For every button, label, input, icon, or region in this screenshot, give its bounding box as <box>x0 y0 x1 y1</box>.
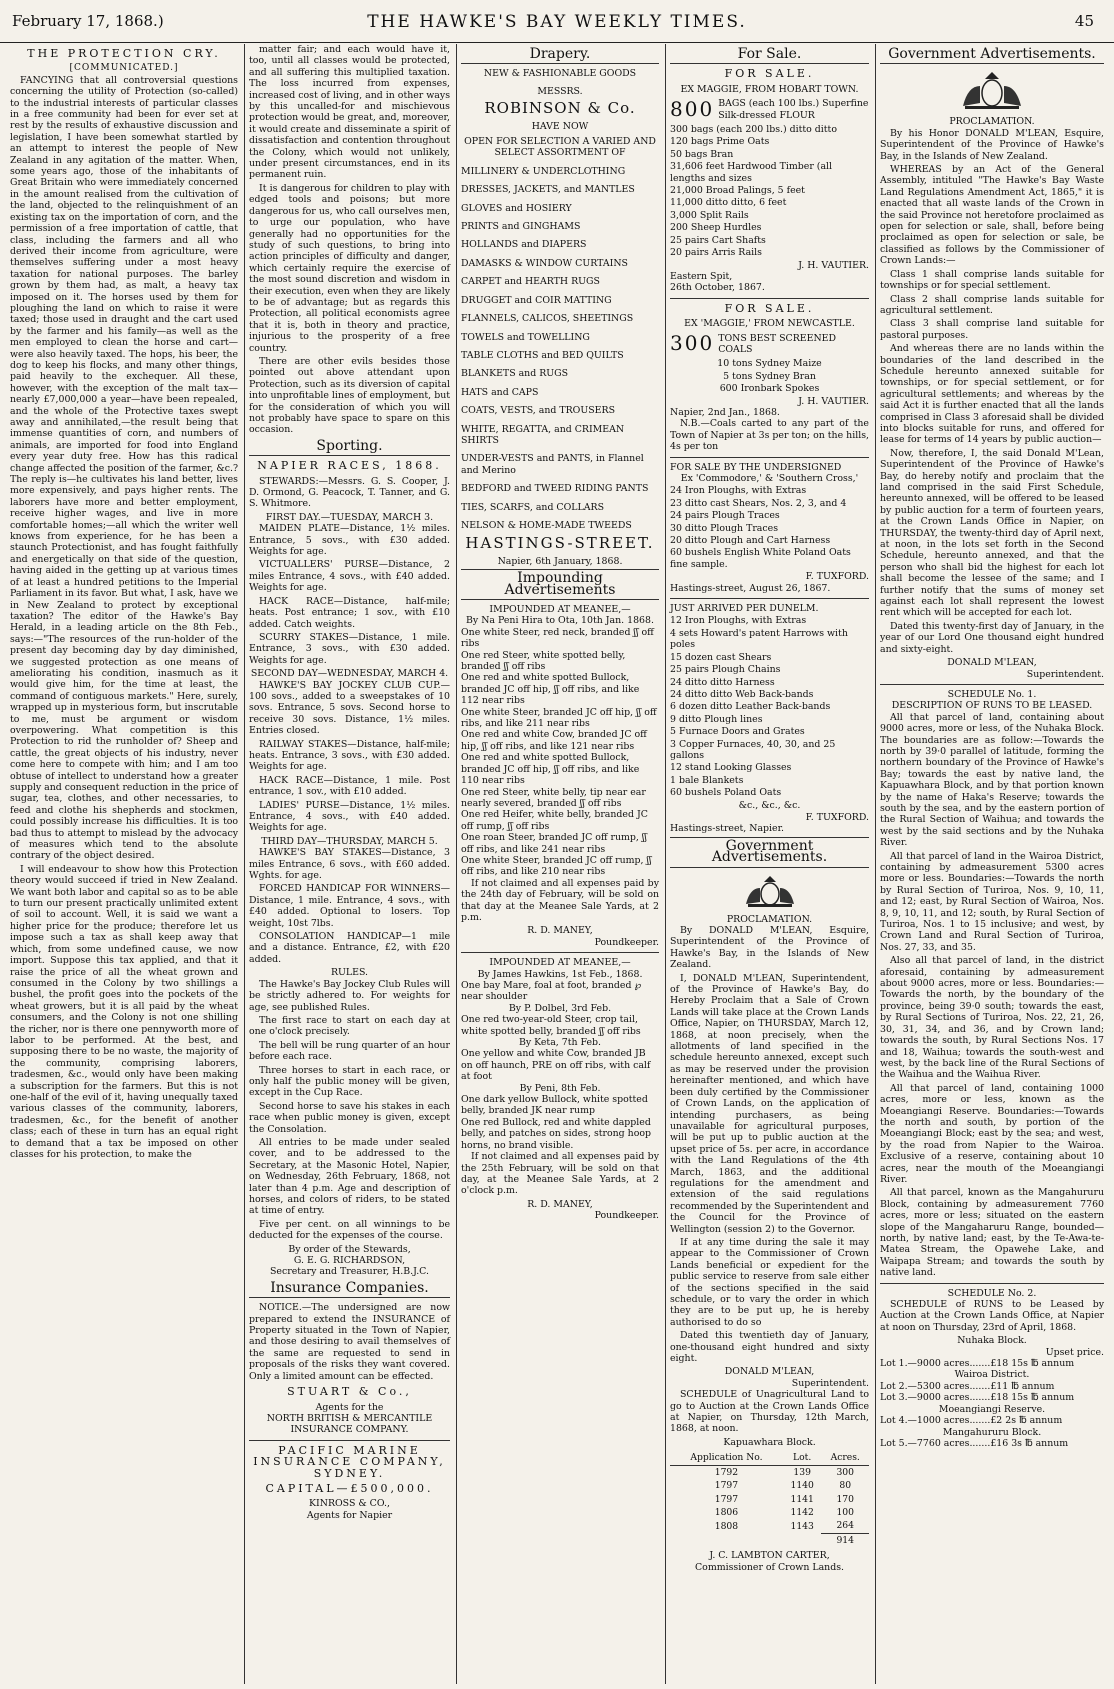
race-day-1: FIRST DAY.—TUESDAY, MARCH 3. <box>265 511 434 523</box>
table-cell: 1806 <box>714 1506 739 1518</box>
sale-list <box>670 615 869 811</box>
drapery-item: TABLE CLOTHS and BED QUILTS <box>461 349 624 361</box>
insurance-firm: STUART & Co., <box>287 1385 412 1399</box>
block-name: Kapuawhara Block. <box>723 1436 816 1448</box>
sale-item: 24 pairs Plough Traces <box>670 510 780 522</box>
land-table <box>670 1451 869 1547</box>
sale-item: 12 stand Looking Glasses <box>670 762 792 774</box>
divider <box>670 598 869 599</box>
divider <box>461 952 659 953</box>
rule: The bell will be rung quarter of an hour before each race. <box>249 1039 450 1063</box>
rule: Five per cent. on all winnings to be deducted for the expenses of the course. <box>249 1218 450 1242</box>
parcel-description: All that parcel of land, containing 1000 acres, more or less, known as the Moeangiangi Reserve. Boundaries:—Towards the north and south, by portion of the Moeangiangi Block; east by the sea; and west, by the road from Napier to the Wairoa. Exclusive of a reserve, containing about 10 acres, near the mouth of the Moeangiangi River. <box>880 1082 1104 1185</box>
impound-role: Poundkeeper. <box>594 1210 659 1222</box>
impound-notice: If not claimed and all expenses paid by the 24th day of February, will be sold on that day at the Meanee Sale Yards, at 2 p.m. <box>461 877 659 923</box>
lot-district: Moeangiangi Reserve. <box>938 1403 1046 1415</box>
rule: The Hawke's Bay Jockey Club Rules will be strictly adhered to. For weights for age, see published Rules. <box>249 978 450 1013</box>
proclamation-dated: Dated this twenty-first day of January, in the year of our Lord One thousand eight hundred and sixty-eight. <box>880 620 1104 655</box>
sale-sign: F. TUXFORD. <box>805 571 869 583</box>
sale-date: Napier, 2nd Jan., 1868. <box>670 406 780 418</box>
drapery-item: NELSON & HOME-MADE TWEEDS <box>461 519 632 531</box>
drapery-item: GLOVES and HOSIERY <box>461 202 572 214</box>
sale-ship: EX 'MAGGIE,' FROM NEWCASTLE. <box>684 318 855 330</box>
sale-ship: EX MAGGIE, FROM HOBART TOWN. <box>680 83 859 95</box>
clerk-name: J. C. LAMBTON CARTER, <box>709 1550 830 1562</box>
drapery-firm: ROBINSON & Co. <box>484 99 636 118</box>
drapery-item: CARPET and HEARTH RUGS <box>461 276 600 288</box>
proclamation-body: Now, therefore, I, the said Donald M'Lean, Superintendent of the Province of Hawke's Bay, do hereby notify and proclaim that the land comprised in the said First Schedule, hereunto annexed, will be offered to be leased by public auction for a term of fourteen years, at the Crown Lands Office in Napier, on THURSDAY, the twenty-third day of April next, at noon, in the lots set forth in the Second Schedule, hereunto annexed, and that the person who shall bid the highest for each lot shall become the lessee of the same; and I further notify that the sums of money set against each lot shall represent the lowest rent which will be accepted for each lot. <box>880 447 1104 619</box>
sale-sign: F. TUXFORD. <box>805 811 869 823</box>
table-row <box>670 1519 869 1533</box>
sale-item: 50 bags Bran <box>670 148 734 160</box>
lot-line: Lot 4.—1000 acres.......£2 2s ℔ annum <box>880 1415 1063 1427</box>
schedule-text: SCHEDULE of Unagricultural Land to go to Auction at the Crown Lands Office at Napier, on Thursday, 12th March, 1868, at noon. <box>670 1389 869 1435</box>
sale-title: FOR SALE. <box>724 301 815 315</box>
divider <box>249 1440 450 1441</box>
upset-price-label: Upset price. <box>1045 1346 1104 1358</box>
drapery-open: OPEN FOR SELECTION A VARIED AND SELECT ASSORTMENT OF <box>464 136 656 159</box>
table-cell: 1142 <box>790 1506 814 1518</box>
drapery-item: FLANNELS, CALICOS, SHEETINGS <box>461 313 634 325</box>
proclamation-by: By his Honor DONALD M'LEAN, Esquire, Superintendent of the Province of Hawke's Bay, in the Islands of New Zealand. <box>880 127 1104 162</box>
sale-ships: Ex 'Commodore,' & 'Southern Cross,' <box>680 473 859 484</box>
impound-item: One red Steer, white spotted belly, branded ʃʃ off ribs <box>461 649 626 673</box>
sale-item: 12 Iron Ploughs, with Extras <box>670 615 807 627</box>
table-cell: 170 <box>836 1493 854 1505</box>
sale-list <box>670 124 869 258</box>
sale-item: 200 Sheep Hurdles <box>670 222 762 234</box>
impound-sign: R. D. MANEY, <box>527 925 593 937</box>
proclamation-body: And whereas there are no lands within the boundaries of the land described in the Schedule hereunto annexed suitable for townships, or for special settlement, or for agricultural settlements; and whereas by the said Act it is further enacted that all the lands comprised in Class 3 aforesaid shall be divided into blocks suitable for runs, and offered for lease for terms of 14 years by public auction— <box>880 343 1104 446</box>
sale-item: 6 dozen ditto Leather Back-bands <box>670 701 831 713</box>
section-heading-for-sale: For Sale. <box>670 46 869 64</box>
table-cell: 1792 <box>714 1466 739 1478</box>
drapery-item: TIES, SCARFS, and COLLARS <box>461 501 604 513</box>
article-paragraph: There are other evils besides those pointed out above attendant upon Protection, such as its diversion of capital into unprofitable lines of employment, but for the consideration of which you will not probably have space to spare on this occasion. <box>249 355 450 436</box>
proclamation-role: Superintendent. <box>1026 668 1104 680</box>
impound-item: One roan Steer, branded JC off rump, ʃʃ off ribs, and like 241 near ribs <box>461 832 647 855</box>
race-event: FORCED HANDICAP FOR WINNERS—Distance, 1 mile. Entrance, 4 sovs., with £40 added. Optional to losers. Top weight, 10st 7lbs. <box>249 883 450 929</box>
sale-item: 5 Furnace Doors and Grates <box>670 726 805 738</box>
table-cell: 1797 <box>714 1493 739 1505</box>
column-protection <box>6 44 242 1684</box>
drapery-item: WHITE, REGATTA, and CRIMEAN SHIRTS <box>461 423 625 446</box>
article-paragraph: matter fair; and each would have it, too, until all classes would be protected, and all suffering this multiplied taxation. The loss incurred from expenses, increased cost of living, and in other ways by this uncalled-for and mischievous protection would be great, and, moreover, it would create and disseminate a spirit of dissatisfaction and contention throughout the Colony, which would not unlikely, under present circumstances, end in its permanent ruin. <box>249 44 450 181</box>
parcel-description: Also all that parcel of land, in the district aforesaid, containing by admeasurement about 9000 acres, more or less. Boundaries:—Towards the north, by the boundary of the province, being 39·0 south; towards the east, by Rural Sections of Turiroa, Nos. 22, 21, 26, 30, 31, 34, and 36, and by Crown land; towards the south, by Rural Sections Nos. 17 and 18, Waihua; towards the south-west and west, by the back line of the Rural Sections of the Waihua and the Waihua River. <box>880 955 1104 1081</box>
section-heading-sporting: Sporting. <box>249 438 450 456</box>
schedule-subtitle: SCHEDULE of RUNS to be Leased by Auction at the Crown Lands Office, at Napier at noon on Thursday, 23rd of April, 1868. <box>880 1299 1104 1333</box>
drapery-item: BEDFORD and TWEED RIDING PANTS <box>461 483 649 495</box>
sale-lead <box>670 333 869 356</box>
table-cell: 1141 <box>790 1493 814 1505</box>
sale-date: 26th October, 1867. <box>670 282 765 294</box>
rule: The first race to start on each day at one o'clock precisely. <box>249 1014 450 1038</box>
impound-sign: R. D. MANEY, <box>527 1198 593 1210</box>
impound-item: One white Steer, red neck, branded ʃʃ off ribs <box>461 626 654 650</box>
issue-date: February 17, 1868.) <box>12 12 164 30</box>
race-event: LADIES' PURSE—Distance, 1½ miles. Entrance, 4 sovs., with £40 added. Weights for age. <box>249 799 450 834</box>
insurance-company: NORTH BRITISH & MERCANTILE INSURANCE COMPANY. <box>266 1412 433 1436</box>
section-heading-drapery: Drapery. <box>461 46 659 64</box>
impound-title: IMPOUNDED AT MEANEE,— <box>489 957 631 969</box>
sale-item: 120 bags Prime Oats <box>670 136 770 148</box>
rule: All entries to be made under sealed cover, and to be addressed to the Secretary, at the Masonic Hotel, Napier, on Wednesday, 26th February, 1868, not later than 4 p.m. Age and description of horses, and colors of riders, to be stated at time of entry. <box>249 1136 450 1217</box>
sale-item: 21,000 Broad Palings, 5 feet <box>670 185 805 197</box>
lot-line: Lot 5.—7760 acres.......£16 3s ℔ annum <box>880 1437 1069 1449</box>
block-name: Nuhaka Block. <box>957 1335 1027 1347</box>
section-heading-impounding: Impounding Advertisements <box>461 569 659 600</box>
sale-item: 300 bags (each 200 lbs.) ditto ditto <box>670 124 837 136</box>
clerk-role: Commissioner of Crown Lands. <box>695 1561 844 1573</box>
sale-item: 24 Iron Ploughs, with Extras <box>670 485 807 497</box>
column-for-sale <box>665 44 873 1684</box>
sale-place: Hastings-street, Napier. <box>670 823 785 835</box>
sale-item: 25 pairs Cart Shafts <box>670 234 766 246</box>
sale-item: 3 Copper Furnaces, 40, 30, and 25 gallons <box>670 738 836 761</box>
secretary-name: G. E. G. RICHARDSON, <box>293 1255 406 1267</box>
kinross-firm: KINROSS & CO., <box>309 1498 390 1510</box>
schedule-title: SCHEDULE No. 2. <box>947 1287 1037 1299</box>
drapery-item: DRESSES, JACKETS, and MANTLES <box>461 184 635 196</box>
impound-item: One yellow and white Cow, branded JB on off haunch, PRE on off ribs, with calf at foot <box>461 1048 651 1083</box>
drapery-item: HATS and CAPS <box>461 386 539 398</box>
drapery-item: PRINTS and GINGHAMS <box>461 221 581 233</box>
royal-arms-icon <box>880 70 1104 110</box>
proclamation-title: PROCLAMATION. <box>726 913 813 925</box>
proclamation-dated: Dated this twentieth day of January, one-thousand eight hundred and sixty eight. <box>670 1330 869 1365</box>
sale-list <box>670 485 869 570</box>
impound-item: One red Heifer, white belly, branded JC off rump, ʃʃ off ribs <box>461 809 648 832</box>
table-row <box>670 1493 869 1506</box>
drapery-item: DAMASKS & WINDOW CURTAINS <box>461 257 628 269</box>
kinross-role: Agents for Napier <box>306 1509 393 1521</box>
table-cell: 1808 <box>714 1520 739 1532</box>
table-header: Application No. <box>670 1451 783 1465</box>
article-title: THE PROTECTION CRY. <box>27 47 221 60</box>
article-paragraph: I will endeavour to show how this Protection theory would succeed if tried in New Zealand. We want both labor and capital so as to be able to turn our present practically unlimited extent of soil to account. Well, it is said we want a higher price for the produce; therefore let us impose such a tax as shall keep away that which, from some undefined cause, we now import. Suppose this tax applied, and that it raise the price of all the wheat grown and consumed in the Colony by two shillings a bushel, the profit goes into the pockets of the wheat growers, but it is all paid by the wheat consumers, and the Colony is not one shilling the richer, nor is there one pennyworth more of labor to be performed. At the best, and supposing there to be no waste, the majority of the community, comprising laborers, tradesmen, &c., would only have been making a subscription for the farmers. But this is not one-half of the evil of it, having unequally taxed various classes of the community, laborers, tradesmen, &c., for the benefit of another class; each of these in turn has an equal right to demand that a tax be imposed on other classes for his protection, to make the <box>10 863 238 1160</box>
drapery-item: TOWELS and TOWELLING <box>461 331 590 343</box>
proclamation-body: WHEREAS by an Act of the General Assembly, intituled "The Hawke's Bay Waste Land Regulations Amendment Act, 1865," it is enacted that all waste lands of the Crown in the said Province not heretofore proclaimed as open for selection or sale, shall, before being proclaimed as open for selection or sale, be classified as follows by the Commissioner of Crown Lands:— <box>880 164 1104 267</box>
impound-item: One red two-year-old Steer, crop tail, white spotted belly, branded ʃʃ off ribs <box>461 1014 641 1037</box>
impound-by: By Peni, 8th Feb. <box>519 1082 601 1094</box>
drapery-item: MILLINERY & UNDERCLOTHING <box>461 165 626 177</box>
sale-item: 5 tons Sydney Bran <box>723 370 816 382</box>
parcel-description: All that parcel of land in the Wairoa District, containing by admeasurement 5300 acres more or less. Boundaries:—Towards the north by Rural Section of Turiroa, Nos. 9, 10, 11, and 12; east, by Rural Section of Wairoa, Nos. 8, 9, 10, 11, and 12; south, by Rural Section of Turiroa, Nos. 1 to 15 inclusive; and west, by Crown Land and Rural Section of Turiroa, Nos. 27, 33, and 35. <box>880 850 1104 953</box>
pacific-company: PACIFIC MARINE INSURANCE COMPANY, SYDNEY. <box>253 1443 446 1480</box>
class-item: Class 2 shall comprise lands suitable for agricultural settlement. <box>880 293 1104 316</box>
race-event: VICTUALLERS' PURSE—Distance, 2 miles Entrance, 4 sovs., with £40 added. Weights for age. <box>249 559 450 594</box>
table-cell: 264 <box>836 1520 854 1532</box>
sale-place: Eastern Spit, <box>670 270 733 282</box>
sale-item: 10 tons Sydney Maize <box>717 358 822 370</box>
sale-item: 20 pairs Arris Rails <box>670 247 762 259</box>
sale-item: 4 sets Howard's patent Harrows with poles <box>670 627 848 651</box>
sale-nb: N.B.—Coals carted to any part of the Town of Napier at 3s per ton; on the hills, 4s per ton <box>670 418 869 453</box>
parcel-description: All that parcel of land, containing about 9000 acres, more or less, of the Nuhaka Block. The boundaries are as follow:—Towards the north by 39·0 parallel of latitude, forming the northern boundary of the Province of Hawke's Bay; towards the east by native land, the Kapuawhara Block, and by that portion known by the name of Haka's Reserve; towards the south by the sea, and by the eastern portion of the Rural Section of Waihua; and towards the west by the said sections and by the Nuhaka River. <box>880 711 1104 849</box>
article-paragraph: It is dangerous for children to play with edged tools and poisons; but more dangerous for us, who call ourselves men, to urge our population, who have generally had no opportunities for the study of such questions, to bring into action principles of difficulty and danger, which certainly require the exercise of the most sound discretion and wisdom in their execution, even when they are likely to be of advantage; but as regards this Protection, all political economists agree that it is, both in theory and practice, injurious to the prosperity of a free country. <box>249 182 450 354</box>
races-title: NAPIER RACES, 1868. <box>257 459 442 473</box>
sale-lead <box>670 98 869 121</box>
divider <box>880 1283 1104 1284</box>
table-total: 914 <box>821 1533 869 1547</box>
impound-notice: If not claimed and all expenses paid by the 25th February, will be sold on that day, at the Meanee Sale Yards, at 2 o'clock p.m. <box>461 1151 659 1197</box>
sale-item: 25 pairs Plough Chains <box>670 664 781 676</box>
sale-title: JUST ARRIVED PER DUNELM. <box>670 603 819 615</box>
drapery-dateline: Napier, 6th January, 1868. <box>497 555 623 567</box>
column-sporting <box>244 44 454 1684</box>
class-item: Class 3 shall comprise land suitable for pastoral purposes. <box>880 318 1104 341</box>
race-event: RAILWAY STAKES—Distance, half-mile; heats. Entrance, 3 sovs., with £30 added. Weights for age. <box>249 738 450 773</box>
impound-item: One red Bullock, red and white dappled belly, and patches on sides, strong hoop horns, no brand visible. <box>461 1116 651 1151</box>
drapery-street: HASTINGS-STREET. <box>465 534 655 553</box>
sale-quantity: 300 <box>670 331 715 356</box>
sale-item: 23 ditto cast Shears, Nos. 2, 3, and 4 <box>670 497 847 509</box>
race-event: HACK RACE—Distance, 1 mile. Post entrance, 1 sov., with £10 added. <box>249 774 450 798</box>
drapery-item: COATS, VESTS, and TROUSERS <box>461 405 616 417</box>
sale-item: 20 ditto Plough and Cart Harness <box>670 535 831 547</box>
royal-arms-icon <box>670 874 869 908</box>
impound-by: By Keta, 7th Feb. <box>518 1037 602 1049</box>
impound-item: One red and white Cow, branded JC off hip, ʃʃ off ribs, and like 121 near ribs <box>461 729 647 752</box>
newspaper-title: THE HAWKE'S BAY WEEKLY TIMES. <box>367 12 747 32</box>
table-cell: 1140 <box>790 1480 814 1492</box>
table-row <box>670 1465 869 1479</box>
sale-item: 600 Ironbark Spokes <box>719 383 820 395</box>
impound-item: One red Steer, white belly, tip near ear nearly severed, branded ʃʃ off ribs <box>461 786 646 809</box>
schedule-title: SCHEDULE No. 1. <box>947 688 1037 700</box>
lot-district: Mangahururu Block. <box>942 1426 1042 1438</box>
impound-by: By Na Peni Hira to Ota, 10th Jan. 1868. <box>466 615 654 627</box>
impound-by: By P. Dolbel, 3rd Feb. <box>508 1002 612 1014</box>
sale-date: Hastings-street, August 26, 1867. <box>670 582 831 594</box>
impound-item: One white Steer, branded JC off hip, ʃʃ off ribs, and like 211 near ribs <box>461 706 657 730</box>
class-item: Class 1 shall comprise lands suitable for townships or for special settlement. <box>880 268 1104 292</box>
parcel-description: All that parcel, known as the Mangahururu Block, containing by admeasurement 7760 acres, more or less; situated on the eastern slope of the Mangaharuru Range, bounded—north, by native land; east, by the Te-Awa-te-Matea Stream, the Opawehe Lake, and Waipapa Stream; and towards the south by native land. <box>880 1187 1104 1279</box>
race-event: MAIDEN PLATE—Distance, 1½ miles. Entrance, 5 sovs., with £30 added. Weights for age. <box>249 523 450 558</box>
race-events <box>249 523 450 666</box>
table-header: Lot. <box>783 1451 822 1465</box>
schedule-subtitle: DESCRIPTION OF RUNS TO BE LEASED. <box>891 700 1093 712</box>
impound-item: One dark yellow Bullock, white spotted belly, branded JK near rump <box>461 1094 648 1117</box>
sale-item: 31,606 feet Hardwood Timber (all lengths and sizes <box>670 161 833 184</box>
proclamation-sign: DONALD M'LEAN, <box>947 657 1037 669</box>
secretary-title: Secretary and Treasurer, H.B.J.C. <box>270 1266 429 1278</box>
table-cell: 100 <box>836 1506 854 1518</box>
column-government <box>875 44 1108 1684</box>
sale-item: 24 ditto ditto Harness <box>670 676 775 688</box>
sale-item: 30 ditto Plough Traces <box>670 522 779 534</box>
table-row <box>670 1479 869 1492</box>
impound-by: By James Hawkins, 1st Feb., 1868. <box>477 968 643 980</box>
impound-item: One red and white spotted Bullock, branded JC off hip, ʃʃ off ribs, and like 112 near ribs <box>461 672 640 707</box>
table-cell: 1797 <box>714 1480 739 1492</box>
rule: Three horses to start in each race, or only half the public money will be given, except in the Cup Race. <box>249 1064 450 1099</box>
article-paragraph: FANCYING that all controversial questions concerning the utility of Protection (so-called) to the industrial interests of particular classes in a free community had been for ever set at rest by the results of exhaustive discussion and legislation, I have been somewhat startled by an attempt to interest the people of New Zealand in any agitation of the matter. When, some years ago, those of the inhabitants of Great Britain who were immediately concerned in the amount realised from the cultivation of the land, objected to the relinquishment of an existing tax on the importation of corn, and the permission of a free importation of cattle, that class, including the farmers and all who derived their income from agriculture, were themselves suffering under a most heavy taxation for national purposes. The barley grown by them had, as malt, a heavy tax imposed on it. The horses used by them for ploughing the land on which to raise it were taxed; those used in draught and the cart used by the farmer and his family—as well as the men employed to clean the horse and cart—were also heavily taxed. The hops, his beer, the dog to keep his flocks, and many other things, paid heavily to the exchequer. All these, however, with the exception of the malt tax—nearly £7,000,000 a year—have been repealed, and the whole of the Protective taxes swept away and annihilated,—the result being that immense quantities of corn, and numbers of animals, are imported for food into England every year duty free. How has this radical change affected the position of the farmer, &c.? The reply is—he cultivates his land better, lives more expensively, and pays higher rents. The laborers have more and better employment, receive higher wages, and live in more comfortable homes;—all which the writer well knows from experience, for he has been a staunch Protectionist, and has fought faithfully and energetically on that side of the question, having aided in the getting up at various times of at least a hundred petitions to the Imperial Parliament in its favor. But what, I ask, have we in New Zealand to protect by exceptional taxation? The editor of the Hawke's Bay Herald, in a leading article on the 8th Feb., says:—"The resources of the run-holder of the present day becoming day by day diminished, we suggested protection as one means of ameliorating his condition, inasmuch as it would give him, for the time at least, the command of contiguous markets." Here, surely, wrapped up in mysterious form, but inscrutable to me, must be argument or wisdom overpowering. What competition is this Protection to rid the runholder of? Sheep and cattle, the great objects of his industry, never come here to compete with him; and I am too obtuse of intellect to understand how a greater supply and consequent reduction in the price of sugar, tea, clothes, and other necessaries, to feed and clothe his shepherds and stockmen, could possibly increase his difficulties. It is too bad thus to attempt to mislead by the advocacy of measures which tend to the absolute contrary of the object desired. <box>10 74 238 862</box>
drapery-item: DRUGGET and COIR MATTING <box>461 294 612 306</box>
impound-item: One bay Mare, foal at foot, branded ℘ near shoulder <box>461 980 641 1003</box>
capital: CAPITAL—£500,000. <box>265 1481 434 1495</box>
insurance-notice: NOTICE.—The undersigned are now prepared to extend the INSURANCE of Property situated in the Town of Napier, and those desiring to avail themselves of the same are requested to send in proposals of the risks they want covered. Only a limited amount can be effected. <box>249 1302 450 1382</box>
table-cell: 1143 <box>790 1520 814 1532</box>
sale-item: 24 ditto ditto Web Back-bands <box>670 688 814 700</box>
table-cell: 80 <box>839 1480 852 1492</box>
rule: Second horse to save his stakes in each race when public money is given, except the Consolation. <box>249 1100 450 1135</box>
impound-item: One red and white spotted Bullock, branded JC off hip, ʃʃ off ribs, and like 110 near ribs <box>461 752 640 787</box>
drapery-messrs: MESSRS. <box>537 85 583 97</box>
race-event: CONSOLATION HANDICAP—1 mile and a distance. Entrance, £2, with £20 added. <box>249 931 450 965</box>
lot-district: Wairoa District. <box>954 1369 1030 1381</box>
rules-title: RULES. <box>330 967 369 979</box>
sale-item: 60 bushels English White Poland Oats fine sample. <box>670 547 851 570</box>
divider <box>880 684 1104 685</box>
drapery-item: HOLLANDS and DIAPERS <box>461 239 587 251</box>
proclamation-body: If at any time during the sale it may appear to the Commissioner of Crown Lands beneficial or expedient for the public service to reserve from sale either of the sections specified in the said schedule, or to vary the order in which they are to be put up, he is hereby authorised to do so <box>670 1236 869 1328</box>
section-heading-insurance: Insurance Companies. <box>249 1280 450 1298</box>
impound-title: IMPOUNDED AT MEANEE,— <box>489 604 631 615</box>
table-header: Acres. <box>821 1451 869 1465</box>
sale-item: 9 ditto Plough lines <box>670 713 763 725</box>
sale-item: &c., &c., &c. <box>738 799 801 811</box>
table-cell: 300 <box>836 1466 854 1478</box>
drapery-item: UNDER-VESTS and PANTS, in Flannel and Merino <box>461 453 644 476</box>
order-line: By order of the Stewards, <box>288 1243 411 1255</box>
sale-item: 1 bale Blankets <box>670 774 744 786</box>
table-cell: 139 <box>793 1466 811 1478</box>
masthead <box>0 0 1114 43</box>
drapery-line1: NEW & FASHIONABLE GOODS <box>483 68 637 80</box>
sale-quantity-desc: TONS BEST SCREENED COALS <box>718 332 837 355</box>
proclamation-role: Superintendent. <box>791 1377 869 1389</box>
proclamation-body: I, DONALD M'LEAN, Superintendent, of the Province of Hawke's Bay, do Hereby Proclaim that a Sale of Crown Lands will take place at the Crown Lands Office, Napier, on THURSDAY, March 12, 1868, at noon precisely, when the allotments of land specified in the schedule hereunto annexed, except such as may be reserved under the provision hereinafter mentioned, and which have been duly certified by the Commissioner of Crown Lands, on the application of intending purchasers, as being unavailable for agricultural purposes, will be put up to public auction at the upset price of 5s. per acre, in accordance with the Land Regulations of the 4th March, 1863, and the additional regulations for the amendment and extension of the said regulations recommended by the Superintendent and the Council for the Province of Wellington (session 2) to the Governor. <box>670 972 869 1235</box>
divider <box>670 457 869 458</box>
sale-item: 60 bushels Poland Oats <box>670 787 782 799</box>
race-event: SCURRY STAKES—Distance, 1 mile. Entrance, 3 sovs., with £30 added. Weights for age. <box>249 631 450 666</box>
proclamation-title: PROCLAMATION. <box>949 116 1035 128</box>
lot-line: Lot 2.—5300 acres.......£11 ℔ annum <box>880 1380 1055 1392</box>
impound-item: One white Steer, branded JC off rump, ʃʃ off ribs, and like 210 near ribs <box>461 854 652 878</box>
divider <box>670 298 869 299</box>
sale-title: FOR SALE BY THE UNDERSIGNED <box>670 461 842 473</box>
article-subtitle: [COMMUNICATED.] <box>69 63 179 74</box>
page-number: 45 <box>1074 12 1094 30</box>
lot-line: Lot 3.—9000 acres.......£18 15s ℔ annum <box>880 1392 1075 1404</box>
lot-line: Lot 1.—9000 acres.......£18 15s ℔ annum <box>880 1358 1075 1370</box>
race-event: HAWKE'S BAY STAKES—Distance, 3 miles Entrance, 6 sovs., with £60 added. Wghts. for age. <box>249 847 450 882</box>
sale-item: 11,000 ditto ditto, 6 feet <box>670 197 787 209</box>
race-event: HACK RACE—Distance, half-mile; heats. Post entrance; 1 sov., with £10 added. Catch weights. <box>249 595 450 630</box>
sale-sign: J. H. VAUTIER. <box>798 395 869 407</box>
sale-title: FOR SALE. <box>724 67 815 81</box>
race-event: HAWKE'S BAY JOCKEY CLUB CUP.—100 sovs., added to a sweepstakes of 10 sovs. Entrance, 5 sovs. Second horse to receive 30 sovs. Distance, 1½ miles. Entries closed. <box>249 679 450 737</box>
sale-item: 15 dozen cast Shears <box>670 651 772 663</box>
stewards: STEWARDS:—Messrs. G. S. Cooper, J. D. Ormond, G. Peacock, T. Tanner, and G. S. Whitmore. <box>249 475 450 510</box>
table-total-row <box>670 1533 869 1547</box>
race-day-3: THIRD DAY—THURSDAY, MARCH 5. <box>261 835 438 847</box>
sale-list <box>670 358 869 394</box>
race-day-2: SECOND DAY—WEDNESDAY, MARCH 4. <box>250 668 449 680</box>
section-heading-government: Government Advertisements. <box>670 837 869 868</box>
table-row <box>670 1506 869 1519</box>
proclamation-sign: DONALD M'LEAN, <box>724 1366 815 1378</box>
sale-item: 3,000 Split Rails <box>670 209 749 221</box>
column-drapery <box>456 44 663 1684</box>
sale-quantity: 800 <box>670 96 715 121</box>
insurance-agents: Agents for the <box>315 1401 384 1413</box>
proclamation-by: By DONALD M'LEAN, Esquire, Superintendent of the Province of Hawke's Bay, in the Islands of New Zealand. <box>670 925 869 971</box>
sale-sign: J. H. VAUTIER. <box>798 259 869 271</box>
section-heading-government: Government Advertisements. <box>880 46 1104 64</box>
drapery-have-now: HAVE NOW <box>531 120 589 132</box>
sale-quantity-desc: BAGS (each 100 lbs.) Superfine Silk-dressed FLOUR <box>718 98 869 121</box>
drapery-item: BLANKETS and RUGS <box>461 368 569 380</box>
impound-role: Poundkeeper. <box>594 936 659 948</box>
